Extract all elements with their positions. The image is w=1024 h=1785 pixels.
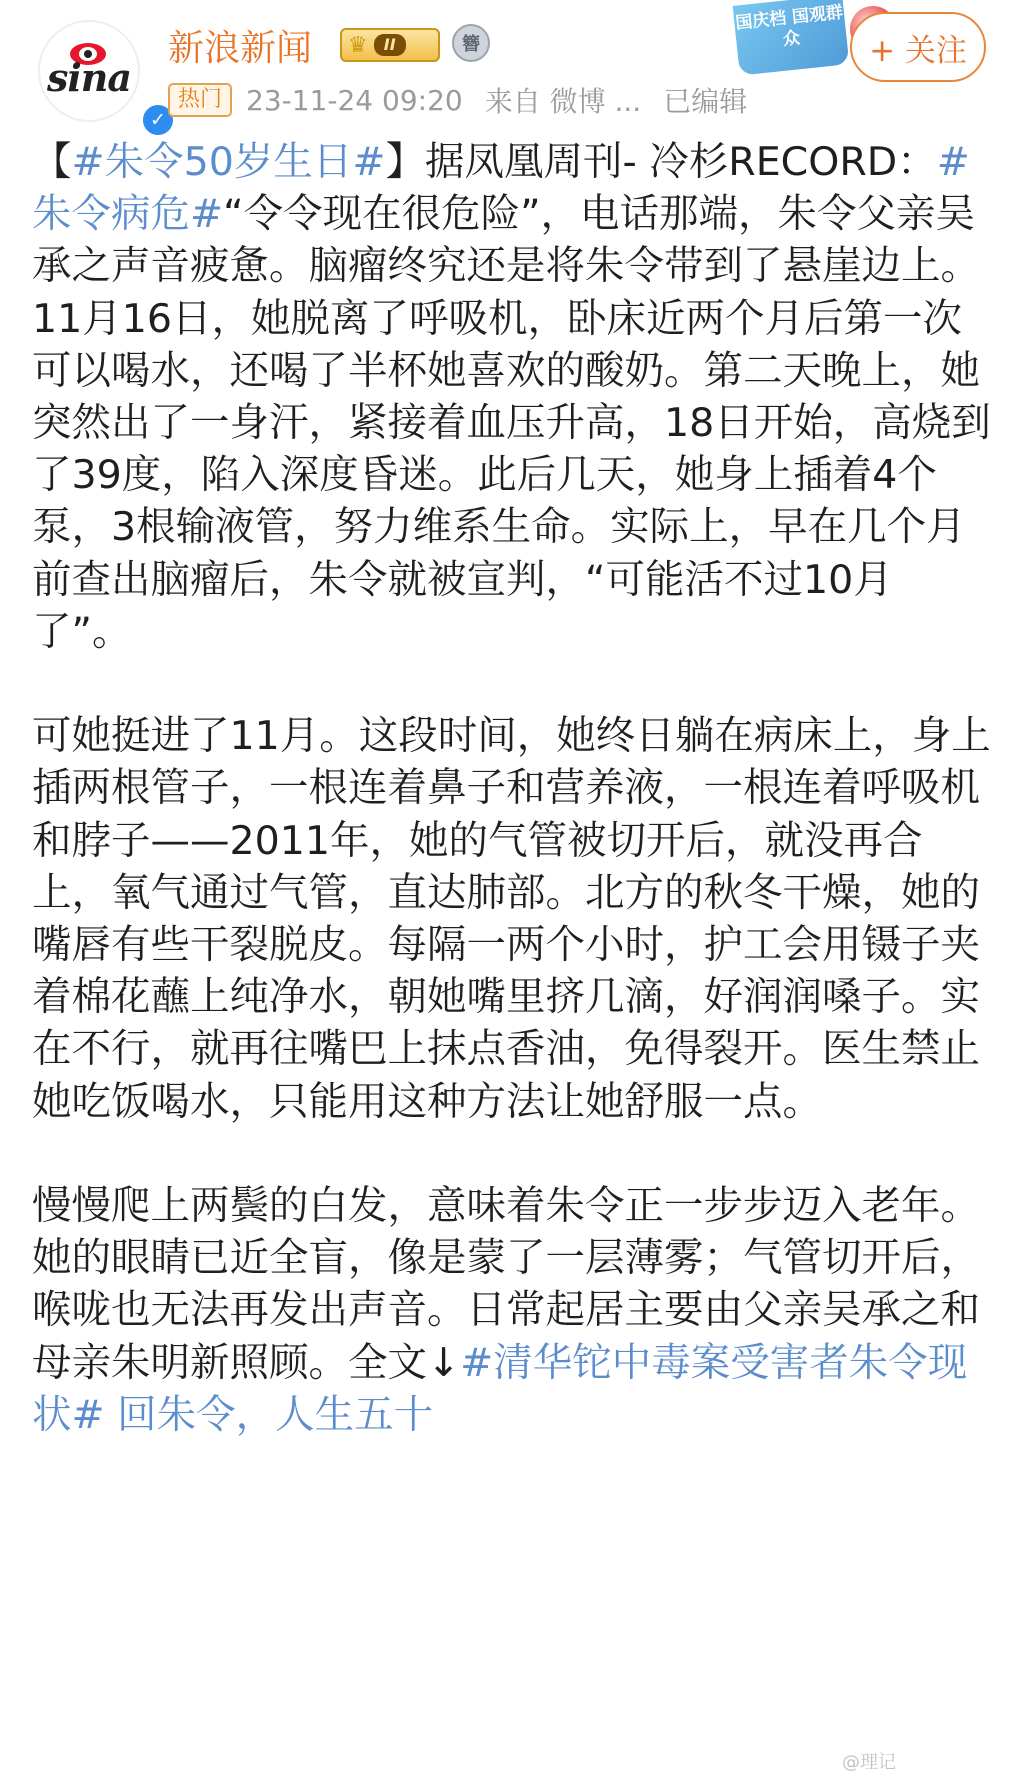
paragraph-2: 可她挺进了11月。这段时间，她终日躺在病床上，身上插两根管子，一根连着鼻子和营养液，一根连着呼吸机和脖子——2011年，她的气管被切开后，就没再合上，氧气通过气管，直达肺部。北方的秋冬干燥，她的嘴唇有些干裂脱皮。每隔一两个小时，护工会用镊子夹着棉花蘸上纯净水，朝她嘴里挤几滴，好润润嗓子。实在不行，就再往嘴巴上抹点香油，免得裂开。医生禁止她吃饭喝水，只能用这种方法让她舒服一点。 bbox=[32, 713, 991, 1125]
bracket-open: 【 bbox=[32, 139, 72, 185]
hashtag-critical[interactable]: #朱令病危# bbox=[32, 139, 970, 238]
hot-tag: 热门 bbox=[168, 83, 232, 117]
avatar[interactable] bbox=[38, 20, 166, 131]
post-meta bbox=[168, 82, 769, 118]
sina-logo: sina bbox=[46, 54, 132, 100]
hashtag-birthday[interactable]: #朱令50岁生日# bbox=[71, 139, 386, 185]
paragraph-gap bbox=[32, 658, 992, 710]
post-content bbox=[32, 136, 992, 1441]
medal-icon[interactable]: 簪 bbox=[452, 24, 490, 62]
edited-label[interactable]: 已编辑 bbox=[663, 85, 748, 118]
account-name[interactable]: 新浪新闻 bbox=[168, 28, 313, 69]
watermark: @理记 bbox=[842, 1752, 896, 1773]
verified-icon: ✓ bbox=[140, 102, 176, 138]
paragraph-1-text: “令令现在很危险”，电话那端，朱令父亲吴承之声音疲惫。脑瘤终究还是将朱令带到了悬崖边上。11月16日，她脱离了呼吸机，卧床近两个月后第一次可以喝水，还喝了半杯她喜欢的酸奶。第二天晚上，她突然出了一身汗，紧接着血压升高，18日开始，高烧到了39度，陷入深度昏迷。此后几天，她身上插着4个泵，3根输液管，努力维系生命。实际上，早在几个月前查出脑瘤后，朱令就被宣判，“可能活不过10月了”。 bbox=[32, 191, 991, 655]
paragraph-3 bbox=[32, 1180, 992, 1441]
follow-button[interactable]: + 关注 bbox=[850, 12, 986, 82]
paragraph-1 bbox=[32, 136, 992, 658]
post-source[interactable]: 来自 微博 ... bbox=[484, 85, 642, 118]
post-header bbox=[0, 0, 1024, 130]
paragraph-3-text: 慢慢爬上两鬓的白发，意味着朱令正一步步迈入老年。她的眼睛已近全盲，像是蒙了一层薄雾；气管切开后，喉咙也无法再发出声音。日常起居主要由父亲吴承之和母亲朱明新照顾。全文↓ bbox=[32, 1183, 980, 1386]
hashtag-case[interactable]: #清华铊中毒案受害者朱令现状# bbox=[32, 1339, 968, 1438]
timestamp: 23-11-24 09:20 bbox=[246, 83, 463, 117]
full-article-link[interactable]: 回朱令，人生五十 bbox=[117, 1391, 434, 1438]
vip-level: II bbox=[374, 34, 406, 56]
intro-text: 】据凤凰周刊- 冷杉RECORD： bbox=[385, 139, 937, 185]
promo-banner[interactable]: 国庆档 国观群众 bbox=[733, 0, 850, 76]
crown-icon: ♛ bbox=[348, 32, 368, 58]
paragraph-gap bbox=[32, 1128, 992, 1180]
vip-badge[interactable] bbox=[340, 28, 440, 62]
